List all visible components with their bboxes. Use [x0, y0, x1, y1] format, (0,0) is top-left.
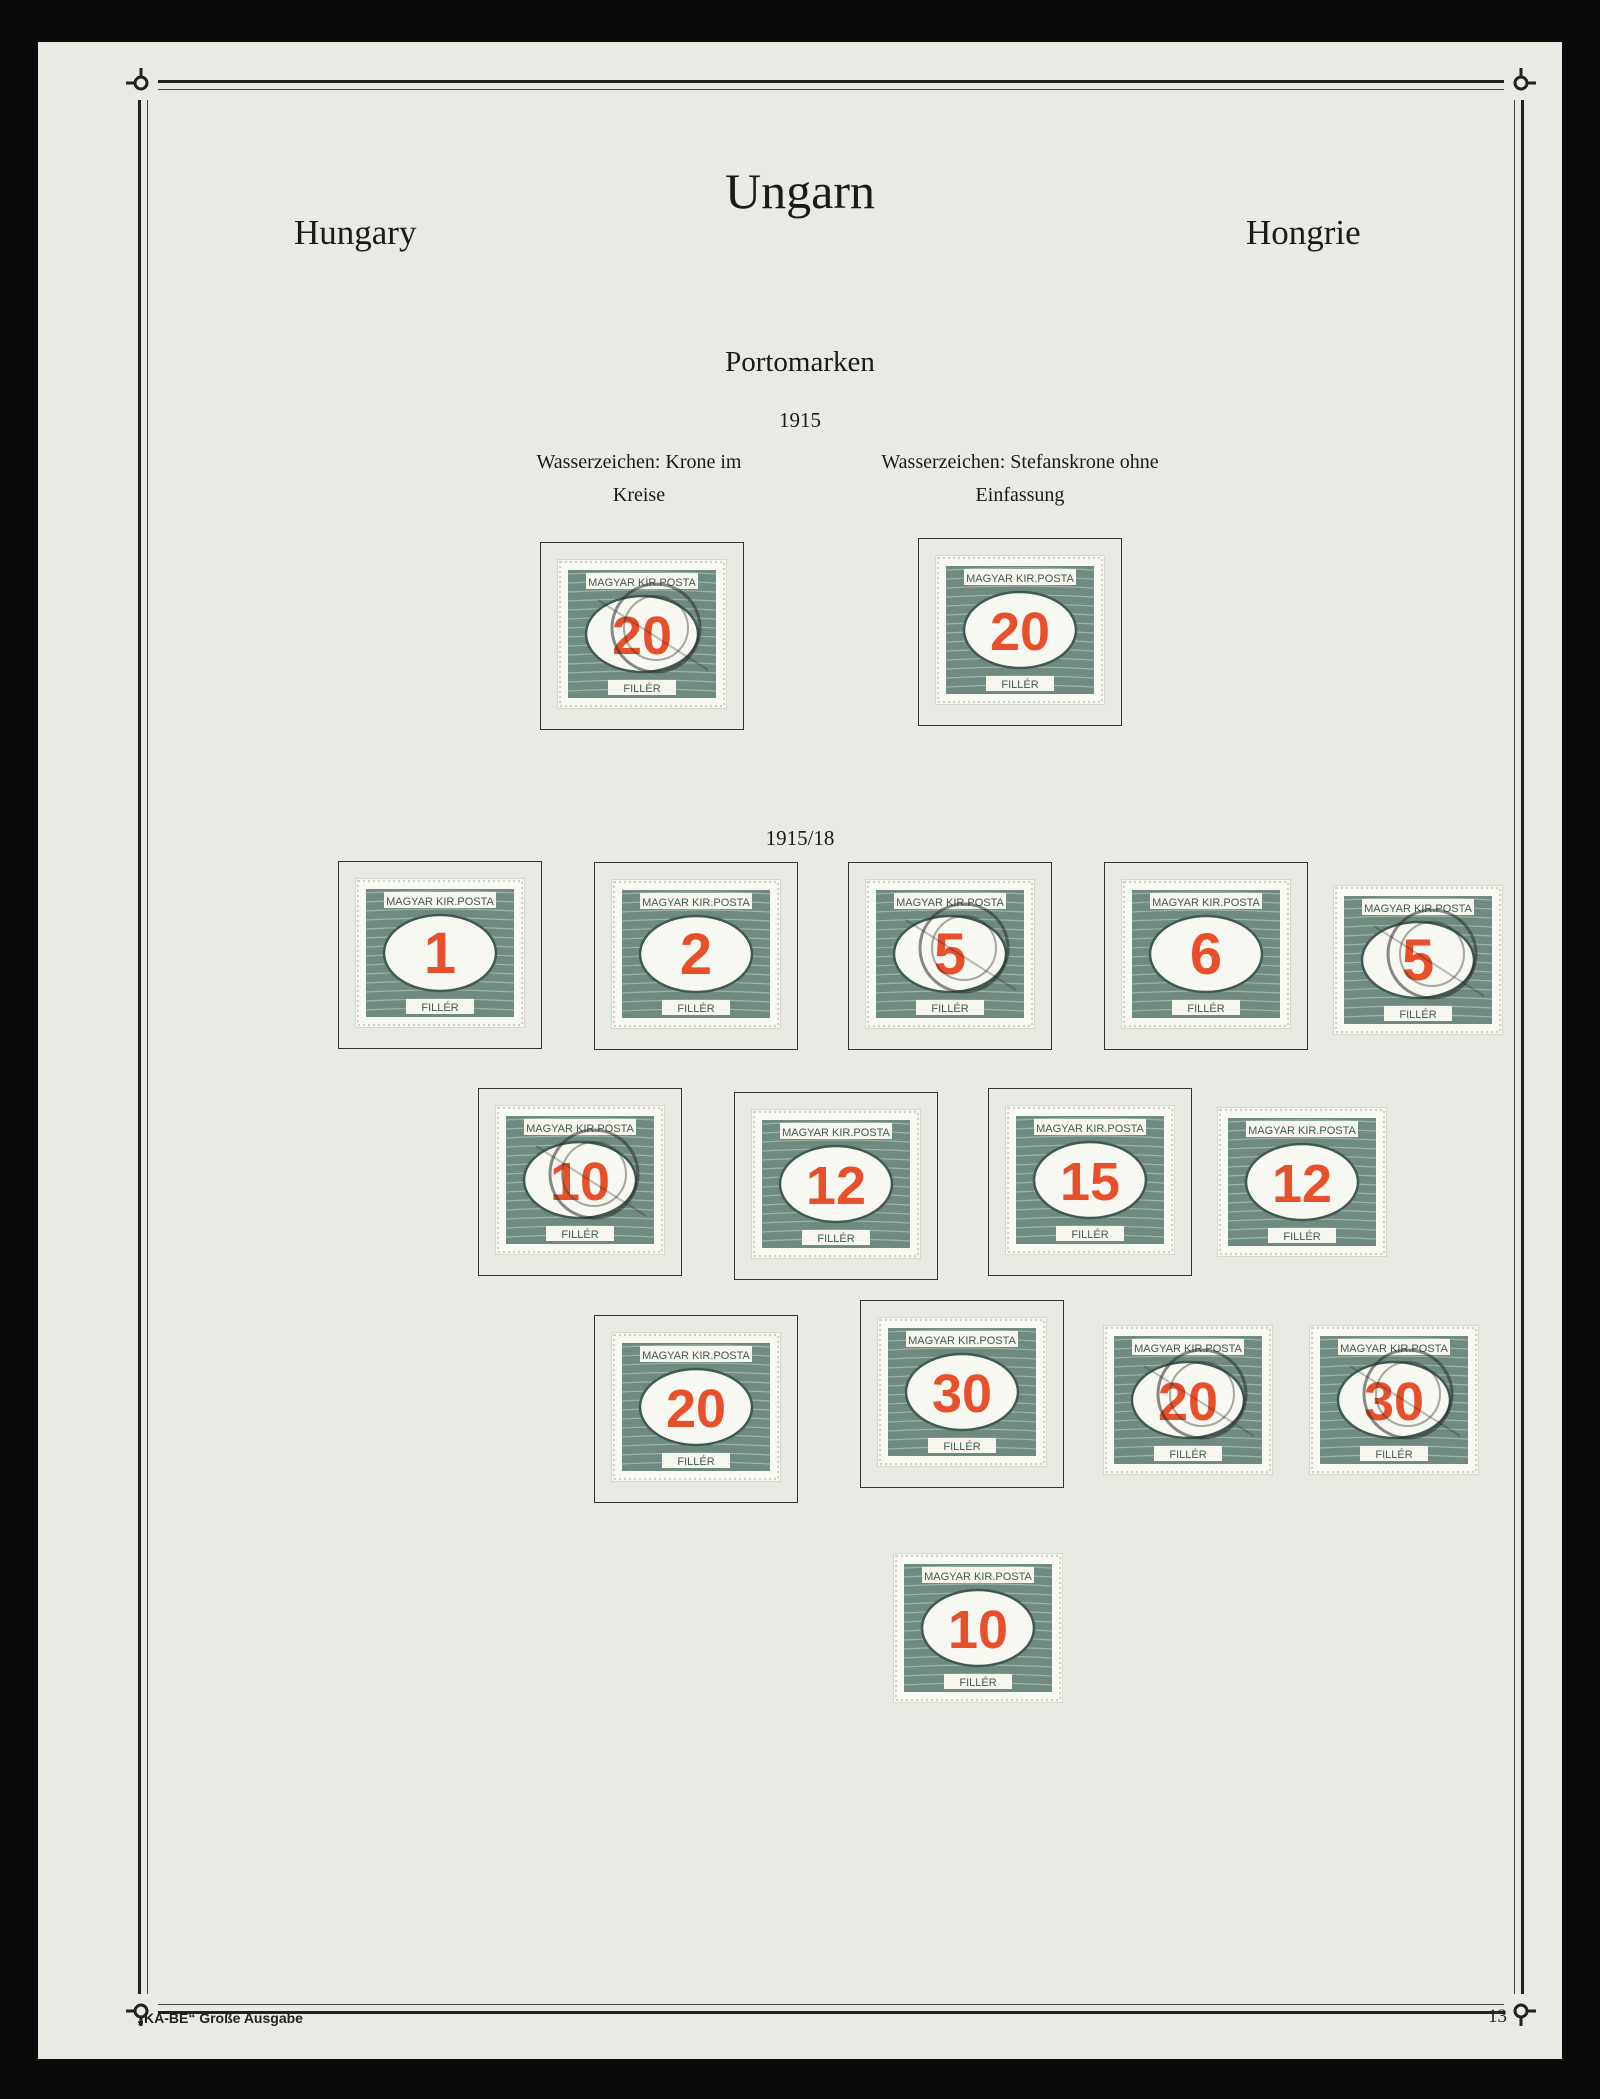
svg-text:MAGYAR KIR.POSTA: MAGYAR KIR.POSTA [642, 897, 750, 909]
svg-text:MAGYAR KIR.POSTA: MAGYAR KIR.POSTA [782, 1127, 890, 1139]
svg-text:MAGYAR KIR.POSTA: MAGYAR KIR.POSTA [1364, 903, 1472, 915]
svg-text:1: 1 [423, 921, 457, 986]
svg-text:FILLÉR: FILLÉR [561, 1229, 599, 1241]
issue-year-1915-18: 1915/18 [765, 826, 835, 850]
postage-due-stamp-20 [1104, 1326, 1272, 1474]
svg-text:5: 5 [1401, 928, 1435, 993]
publisher-footer: „KA-BE“ Große Ausgabe [137, 2010, 303, 2026]
postage-due-stamp-15 [1006, 1106, 1174, 1254]
corner-ornament-icon [1504, 1994, 1538, 2028]
svg-text:FILLÉR: FILLÉR [1187, 1003, 1225, 1015]
corner-ornament-icon [1504, 66, 1538, 100]
svg-text:10: 10 [947, 1600, 1009, 1660]
svg-text:FILLÉR: FILLÉR [1399, 1009, 1437, 1021]
svg-text:FILLÉR: FILLÉR [1071, 1229, 1109, 1241]
svg-text:20: 20 [1157, 1372, 1219, 1432]
svg-text:FILLÉR: FILLÉR [943, 1441, 981, 1453]
postage-due-stamp-20 [558, 560, 726, 708]
svg-text:FILLÉR: FILLÉR [817, 1233, 855, 1245]
postage-due-stamp-1 [356, 879, 524, 1027]
svg-text:20: 20 [611, 606, 673, 666]
svg-text:MAGYAR KIR.POSTA: MAGYAR KIR.POSTA [588, 577, 696, 589]
subtitle-english: Hungary [294, 213, 417, 252]
page-title: Ungarn [725, 163, 875, 219]
svg-text:2: 2 [679, 922, 713, 987]
watermark-caption-right: Wasserzeichen: Stefanskrone ohne Einfassung [881, 451, 1159, 506]
svg-text:MAGYAR KIR.POSTA: MAGYAR KIR.POSTA [1036, 1123, 1144, 1135]
postage-due-stamp-12 [1218, 1108, 1386, 1256]
svg-text:MAGYAR KIR.POSTA: MAGYAR KIR.POSTA [896, 897, 1004, 909]
svg-text:MAGYAR KIR.POSTA: MAGYAR KIR.POSTA [1248, 1125, 1356, 1137]
svg-text:MAGYAR KIR.POSTA: MAGYAR KIR.POSTA [386, 896, 494, 908]
svg-text:FILLÉR: FILLÉR [1283, 1231, 1321, 1243]
postage-due-stamp-5 [1334, 886, 1502, 1034]
svg-text:5: 5 [933, 922, 967, 987]
postage-due-stamp-5 [866, 880, 1034, 1028]
svg-text:FILLÉR: FILLÉR [677, 1003, 715, 1015]
page-number: 13 [1488, 2006, 1507, 2027]
svg-text:15: 15 [1059, 1152, 1121, 1212]
postage-due-stamp-2 [612, 880, 780, 1028]
postage-due-stamp-30 [878, 1318, 1046, 1466]
svg-text:12: 12 [1271, 1154, 1333, 1214]
svg-text:FILLÉR: FILLÉR [931, 1003, 969, 1015]
section-heading: Portomarken [725, 346, 875, 378]
corner-ornament-icon [124, 66, 158, 100]
svg-text:20: 20 [989, 602, 1051, 662]
svg-text:20: 20 [665, 1379, 727, 1439]
svg-text:6: 6 [1189, 922, 1223, 987]
issue-year-1915: 1915 [779, 408, 821, 432]
svg-text:MAGYAR KIR.POSTA: MAGYAR KIR.POSTA [908, 1335, 1016, 1347]
postage-due-stamp-10 [496, 1106, 664, 1254]
postage-due-stamp-6 [1122, 880, 1290, 1028]
svg-text:FILLÉR: FILLÉR [677, 1456, 715, 1468]
postage-due-stamp-10 [894, 1554, 1062, 1702]
svg-text:30: 30 [931, 1364, 993, 1424]
svg-text:FILLÉR: FILLÉR [421, 1002, 459, 1014]
watermark-caption-left: Wasserzeichen: Krone im Kreise [536, 451, 742, 506]
svg-text:MAGYAR KIR.POSTA: MAGYAR KIR.POSTA [526, 1123, 634, 1135]
svg-text:FILLÉR: FILLÉR [1169, 1449, 1207, 1461]
subtitle-french: Hongrie [1246, 213, 1361, 252]
svg-text:MAGYAR KIR.POSTA: MAGYAR KIR.POSTA [1340, 1343, 1448, 1355]
postage-due-stamp-20 [612, 1333, 780, 1481]
svg-text:FILLÉR: FILLÉR [1001, 679, 1039, 691]
svg-text:FILLÉR: FILLÉR [1375, 1449, 1413, 1461]
postage-due-stamp-30 [1310, 1326, 1478, 1474]
svg-text:10: 10 [549, 1152, 611, 1212]
svg-text:12: 12 [805, 1156, 867, 1216]
svg-text:FILLÉR: FILLÉR [959, 1677, 997, 1689]
postage-due-stamp-12 [752, 1110, 920, 1258]
album-page [38, 42, 1562, 2059]
svg-text:MAGYAR KIR.POSTA: MAGYAR KIR.POSTA [1134, 1343, 1242, 1355]
svg-text:MAGYAR KIR.POSTA: MAGYAR KIR.POSTA [924, 1571, 1032, 1583]
postage-due-stamp-20 [936, 556, 1104, 704]
svg-text:30: 30 [1363, 1372, 1425, 1432]
svg-text:FILLÉR: FILLÉR [623, 683, 661, 695]
svg-text:MAGYAR KIR.POSTA: MAGYAR KIR.POSTA [966, 573, 1074, 585]
svg-text:MAGYAR KIR.POSTA: MAGYAR KIR.POSTA [1152, 897, 1260, 909]
svg-text:MAGYAR KIR.POSTA: MAGYAR KIR.POSTA [642, 1350, 750, 1362]
